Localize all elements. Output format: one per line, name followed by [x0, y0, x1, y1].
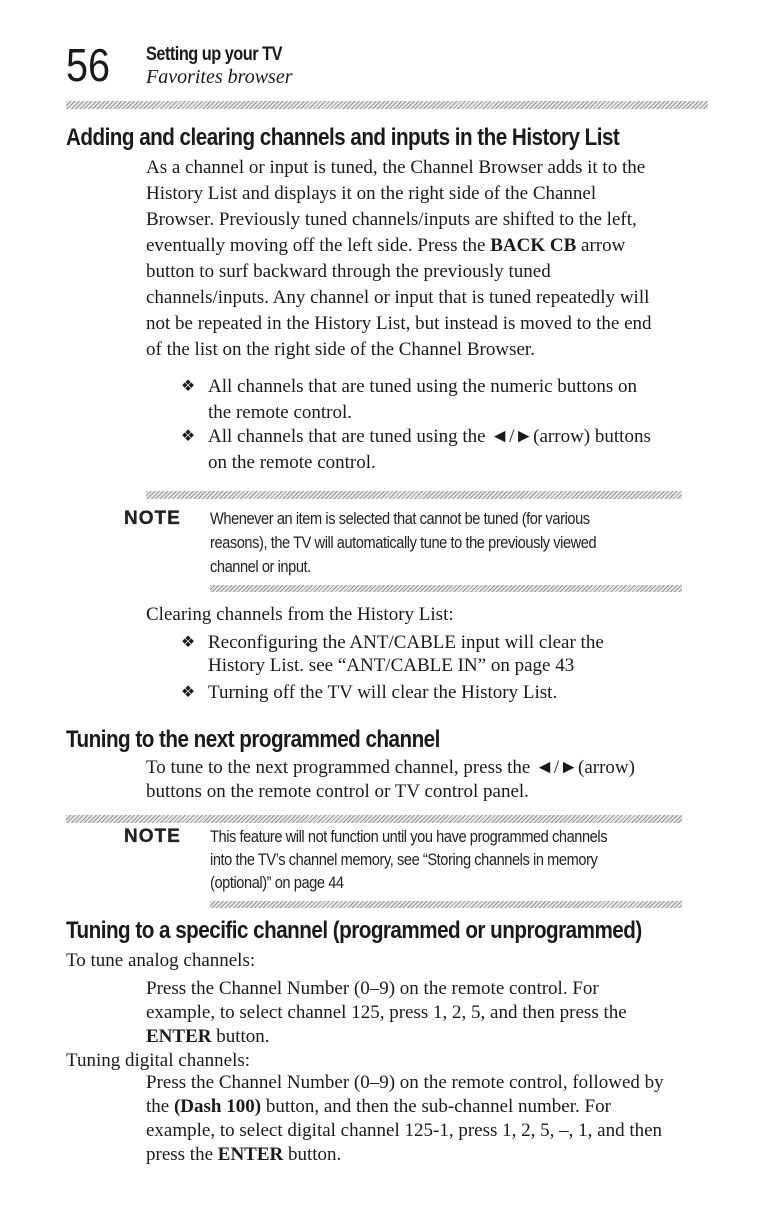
list-item	[168, 374, 637, 426]
list-item	[168, 424, 651, 476]
paragraph-line: not be repeated in the History List, but instead is moved to the end	[146, 313, 652, 334]
text-run: button, and then the sub-channel number. For	[261, 1096, 611, 1117]
paragraph-line	[146, 233, 625, 259]
clearing-label: Clearing channels from the History List:	[146, 604, 454, 625]
paragraph-line: As a channel or input is tuned, the Channel Browser adds it to the	[146, 157, 646, 178]
text-run: button.	[211, 1026, 270, 1047]
note-line: This feature will not function until you have programmed channels	[210, 827, 608, 846]
header-divider	[66, 101, 708, 109]
note-line: (optional)” on page 44	[210, 873, 344, 892]
bullet-text: History List. see “ANT/CABLE IN” on page 43	[208, 655, 575, 676]
note-label: NOTE	[124, 508, 181, 529]
paragraph-line: example, to select channel 125, press 1, 2, 5, and then press the	[146, 1002, 627, 1023]
diamond-bullet-icon: ❖	[180, 378, 196, 395]
back-cb-label: BACK CB	[490, 235, 577, 256]
paragraph-line	[146, 1142, 341, 1168]
paragraph-line: example, to select digital channel 125-1, press 1, 2, 5, –, 1, and then	[146, 1120, 663, 1141]
bullet-text: All channels that are tuned using the ◄/►(arrow) buttons	[208, 426, 651, 447]
note-line: Whenever an item is selected that cannot be tuned (for various	[210, 509, 590, 528]
analog-label: To tune analog channels:	[66, 950, 256, 971]
paragraph-line: of the list on the right side of the Channel Browser.	[146, 339, 535, 360]
note-bottom-divider	[210, 901, 682, 908]
text-run: arrow	[576, 235, 626, 256]
digital-label: Tuning digital channels:	[66, 1050, 251, 1071]
list-item	[168, 680, 557, 706]
section-heading-specific-channel: Tuning to a specific channel (programmed or unprogrammed)	[66, 917, 642, 944]
note-line: reasons), the TV will automatically tune to the previously viewed	[210, 533, 597, 552]
note-top-divider	[146, 491, 682, 499]
note-line: into the TV’s channel memory, see “Storing channels in memory	[210, 850, 598, 869]
diamond-bullet-icon: ❖	[180, 684, 196, 701]
paragraph-line: button to surf backward through the previously tuned	[146, 261, 551, 282]
paragraph-line: buttons on the remote control or TV control panel.	[146, 781, 529, 802]
running-header-title: Setting up your TV	[146, 44, 282, 65]
enter-label: ENTER	[217, 1144, 284, 1165]
paragraph-line: Press the Channel Number (0–9) on the remote control, followed by	[146, 1072, 664, 1093]
bullet-text: the remote control.	[208, 402, 353, 423]
list-item	[168, 630, 604, 679]
paragraph-line	[146, 1094, 611, 1120]
bullet-text: Turning off the TV will clear the History List.	[208, 682, 558, 703]
bullet-text: All channels that are tuned using the numeric buttons on	[208, 376, 637, 397]
bullet-text: Reconfiguring the ANT/CABLE input will clear the	[208, 632, 604, 653]
paragraph-line	[146, 1024, 270, 1050]
page-number: 56	[66, 39, 111, 91]
paragraph-line: History List and displays it on the right side of the Channel	[146, 183, 597, 204]
paragraph-line: Press the Channel Number (0–9) on the remote control. For	[146, 978, 599, 999]
text-run: the	[146, 1096, 174, 1117]
section-heading-history-list: Adding and clearing channels and inputs in the History List	[66, 124, 620, 151]
diamond-bullet-icon: ❖	[180, 428, 196, 445]
text-run: eventually moving off the left side. Press the	[146, 235, 491, 256]
running-header-subtitle: Favorites browser	[146, 66, 293, 88]
enter-label: ENTER	[146, 1026, 212, 1047]
note-top-divider	[66, 815, 682, 823]
diamond-bullet-icon: ❖	[180, 634, 196, 651]
dash-100-label: (Dash 100)	[173, 1096, 262, 1117]
note-bottom-divider	[210, 585, 682, 592]
section-heading-next-channel: Tuning to the next programmed channel	[66, 726, 440, 753]
note-line: channel or input.	[210, 557, 311, 576]
paragraph-line: To tune to the next programmed channel, press the ◄/►(arrow)	[146, 757, 635, 778]
text-run: press the	[146, 1144, 218, 1165]
paragraph-line: Browser. Previously tuned channels/inputs are shifted to the left,	[146, 209, 637, 230]
paragraph-line: channels/inputs. Any channel or input that is tuned repeatedly will	[146, 287, 650, 308]
bullet-text: on the remote control.	[208, 452, 376, 473]
note-label: NOTE	[124, 826, 181, 847]
text-run: button.	[283, 1144, 342, 1165]
